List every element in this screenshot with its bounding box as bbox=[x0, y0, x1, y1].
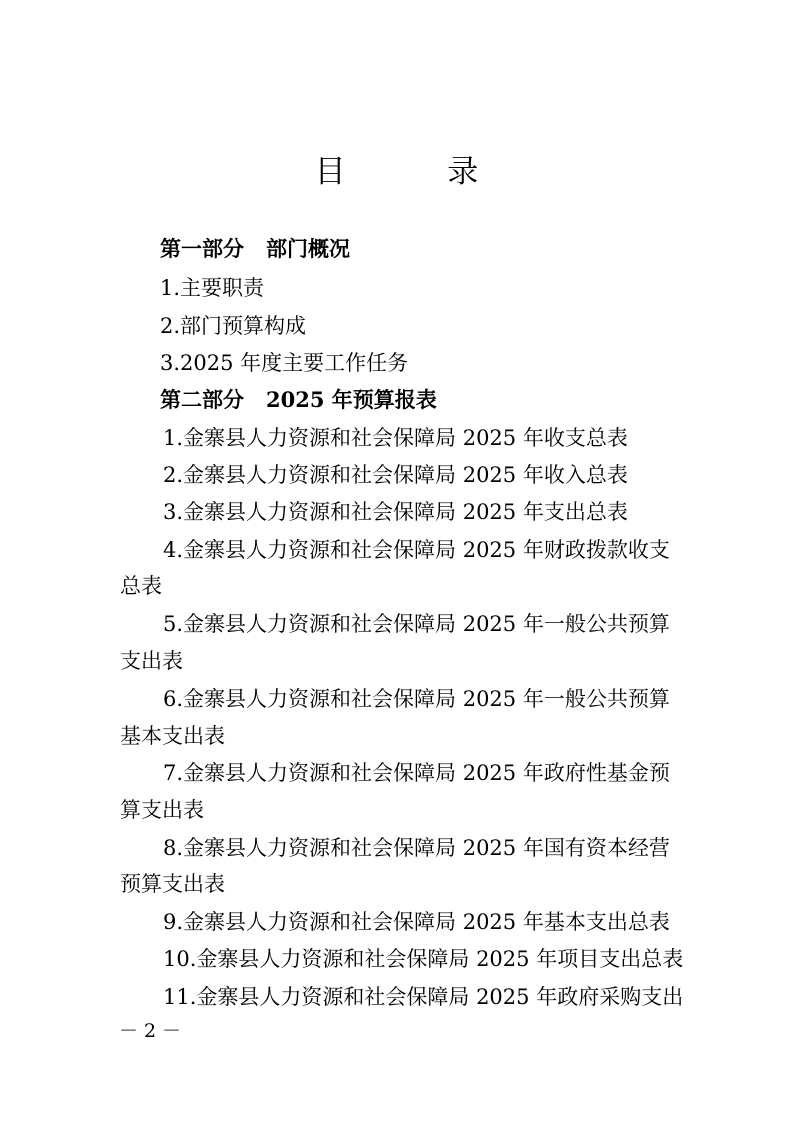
section-heading-part1 bbox=[160, 234, 350, 264]
toc-item-continuation: 基本支出表 bbox=[120, 724, 225, 748]
toc-item-continuation: 预算支出表 bbox=[120, 872, 225, 896]
toc-item: 6.金寨县人力资源和社会保障局 2025 年一般公共预算 bbox=[163, 687, 670, 711]
section-heading-part2 bbox=[160, 385, 437, 415]
toc-item: 2.部门预算构成 bbox=[160, 314, 307, 338]
toc-item: 10.金寨县人力资源和社会保障局 2025 年项目支出总表 bbox=[163, 947, 684, 971]
toc-item: 1.金寨县人力资源和社会保障局 2025 年收支总表 bbox=[163, 426, 628, 450]
toc-item: 1.主要职责 bbox=[160, 276, 265, 300]
toc-item: 7.金寨县人力资源和社会保障局 2025 年政府性基金预 bbox=[163, 761, 670, 785]
toc-item-continuation: 支出表 bbox=[120, 649, 183, 673]
toc-item: 3.金寨县人力资源和社会保障局 2025 年支出总表 bbox=[163, 500, 628, 524]
section-label: 第二部分 bbox=[160, 387, 244, 412]
section-label: 第一部分 bbox=[160, 236, 244, 261]
toc-item: 3.2025 年度主要工作任务 bbox=[160, 351, 409, 375]
toc-item: 8.金寨县人力资源和社会保障局 2025 年国有资本经营 bbox=[163, 836, 670, 860]
toc-item: 4.金寨县人力资源和社会保障局 2025 年财政拨款收支 bbox=[163, 538, 670, 562]
section-name: 部门概况 bbox=[266, 236, 350, 261]
page-number: － 2 － bbox=[119, 1020, 182, 1042]
toc-item: 9.金寨县人力资源和社会保障局 2025 年基本支出总表 bbox=[163, 910, 670, 934]
toc-item: 2.金寨县人力资源和社会保障局 2025 年收入总表 bbox=[163, 463, 628, 487]
section-name: 2025 年预算报表 bbox=[266, 387, 437, 412]
page-title: 目 录 bbox=[314, 154, 525, 190]
toc-item-continuation: 总表 bbox=[120, 574, 162, 598]
toc-item: 11.金寨县人力资源和社会保障局 2025 年政府采购支出 bbox=[163, 985, 684, 1009]
toc-item: 5.金寨县人力资源和社会保障局 2025 年一般公共预算 bbox=[163, 612, 670, 636]
toc-item-continuation: 算支出表 bbox=[120, 798, 204, 822]
